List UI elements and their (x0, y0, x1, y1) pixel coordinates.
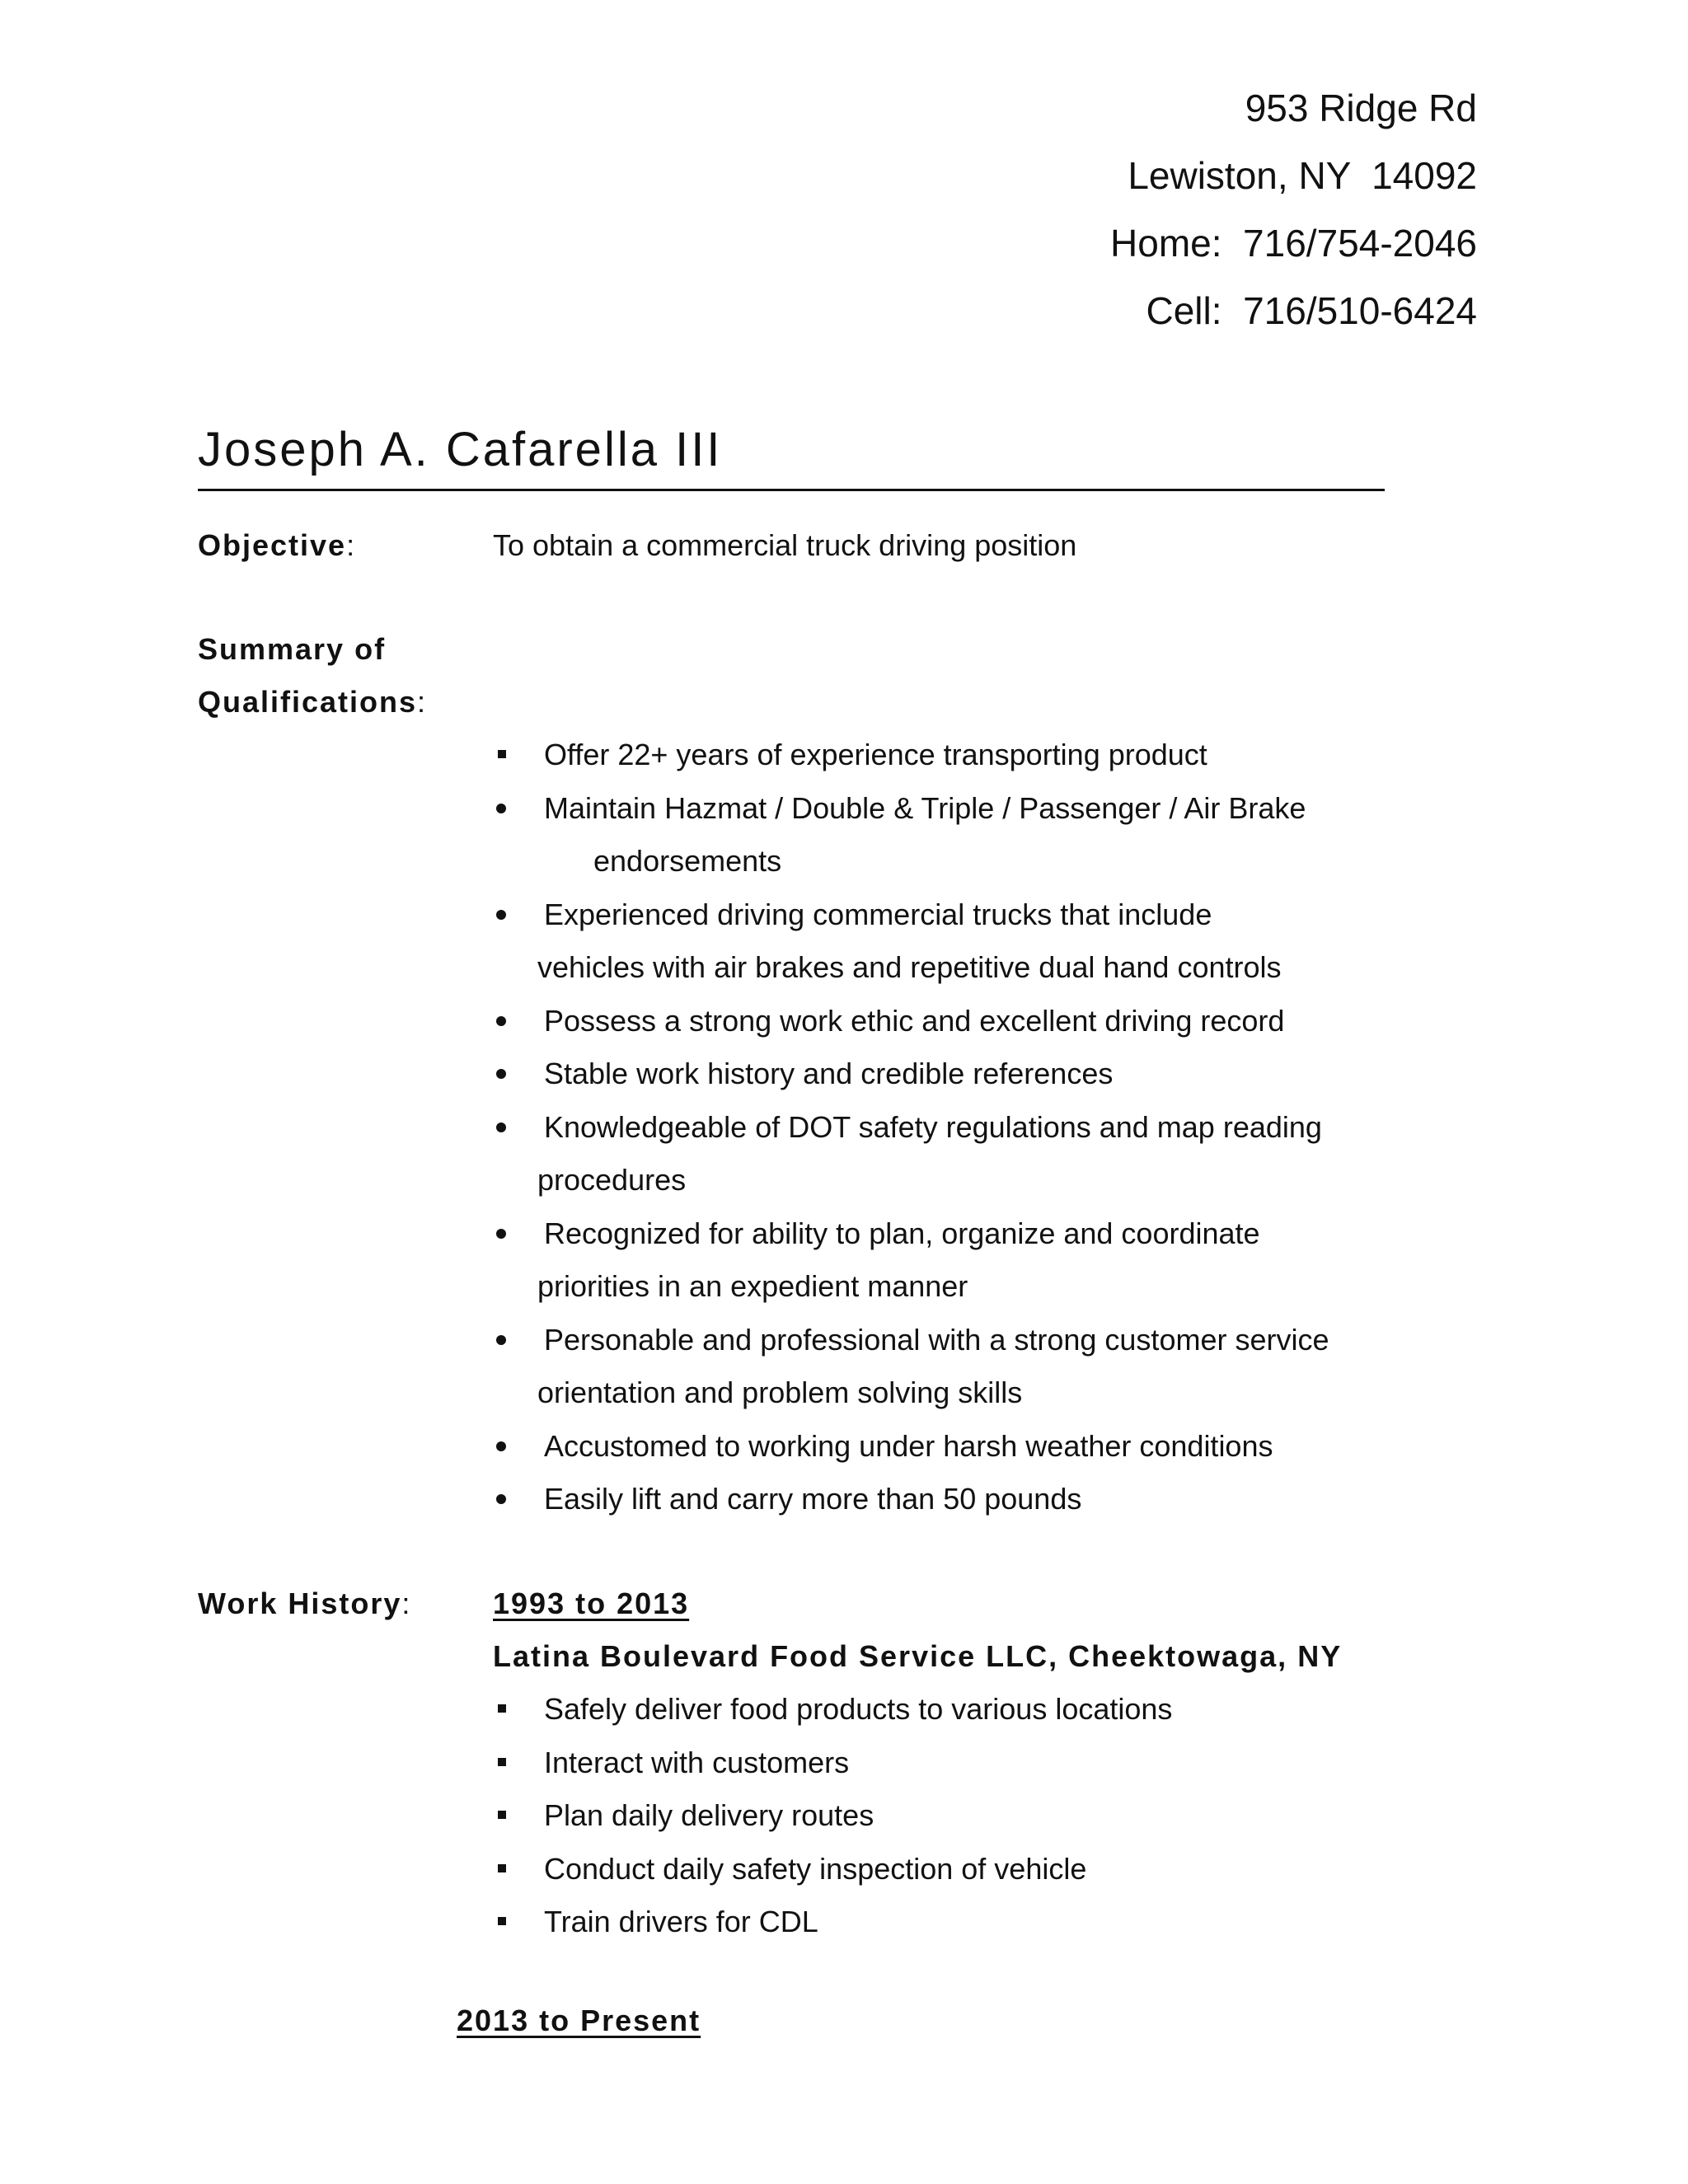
qualification-item (493, 1207, 1329, 1314)
qualification-item (493, 888, 1329, 995)
qualification-text: Recognized for ability to plan, organize and coordinate (544, 1216, 1260, 1250)
job-dates: 1993 to 2013 (493, 1586, 690, 1620)
job-employer: Latina Boulevard Food Service LLC, Cheektowaga, NY (493, 1639, 1343, 1673)
contact-city-state-zip: Lewiston, NY 14092 (1128, 154, 1477, 197)
job-duty-item (493, 1843, 1172, 1896)
job-duty-item (493, 1683, 1172, 1736)
qualification-text: Offer 22+ years of experience transporting product (544, 738, 1207, 771)
qualification-text: Accustomed to working under harsh weather conditions (544, 1428, 1273, 1463)
qualification-item (493, 1101, 1329, 1207)
qualification-item (493, 1314, 1329, 1420)
qualification-text: Easily lift and carry more than 50 pounds (544, 1482, 1082, 1516)
contact-block (1110, 74, 1477, 344)
job-duty-item (493, 1896, 1172, 1949)
qualification-text: Knowledgeable of DOT safety regulations and map reading (544, 1109, 1322, 1144)
work-history-label (198, 1577, 410, 1630)
job-duty-text: Interact with customers (544, 1745, 850, 1779)
qualification-text: Personable and professional with a strong customer service (544, 1322, 1329, 1357)
qualification-text-continued: priorities in an expedient manner (537, 1269, 968, 1303)
objective-label (198, 519, 354, 572)
job-duty-text: Safely deliver food products to various locations (544, 1692, 1173, 1726)
qualification-text: Experienced driving commercial trucks that include (544, 897, 1212, 931)
objective-label-text: Objective (198, 528, 347, 562)
objective-text: To obtain a commercial truck driving position (493, 528, 1077, 562)
qualification-item (493, 1420, 1329, 1474)
objective-label-colon: : (346, 528, 355, 562)
qualification-item (493, 782, 1329, 888)
job-duty-item (493, 1736, 1172, 1790)
contact-home-phone: Home: 716/754-2046 (1110, 222, 1477, 265)
summary-label-colon: : (417, 685, 426, 719)
qualification-item (493, 1473, 1329, 1526)
job-dates: 2013 to Present (457, 2004, 701, 2037)
work-history-label-text: Work History (198, 1586, 402, 1620)
work-history-label-colon: : (401, 1586, 410, 1620)
contact-cell-phone: Cell: 716/510-6424 (1146, 289, 1477, 332)
qualification-item (493, 729, 1329, 782)
job-duty-item (493, 1789, 1172, 1843)
job-duty-text: Conduct daily safety inspection of vehicle (544, 1851, 1087, 1886)
summary-label (198, 623, 425, 729)
summary-label-line2: Qualifications (198, 685, 418, 719)
qualification-item (493, 1047, 1329, 1101)
qualification-item (493, 995, 1329, 1048)
qualification-text: Maintain Hazmat / Double & Triple / Passenger / Air Brake (544, 790, 1306, 825)
qualification-text: Possess a strong work ethic and excellent driving record (544, 1003, 1285, 1038)
qualification-text: Stable work history and credible references (544, 1057, 1114, 1090)
qualification-text-continued: procedures (537, 1163, 687, 1197)
qualification-text-continued: vehicles with air brakes and repetitive dual hand controls (537, 950, 1282, 984)
contact-street: 953 Ridge Rd (1245, 87, 1477, 129)
job-duty-text: Plan daily delivery routes (544, 1798, 874, 1832)
qualifications-list (493, 729, 1329, 1526)
job-duties-list (493, 1683, 1172, 1949)
qualification-text-continued: endorsements (593, 844, 782, 878)
summary-label-line2-wrap (198, 676, 425, 729)
job-duty-text: Train drivers for CDL (544, 1905, 818, 1938)
summary-label-line1: Summary of (198, 632, 387, 666)
resume-name: Joseph A. Cafarella III (198, 422, 1385, 491)
qualification-text-continued: orientation and problem solving skills (537, 1376, 1023, 1409)
